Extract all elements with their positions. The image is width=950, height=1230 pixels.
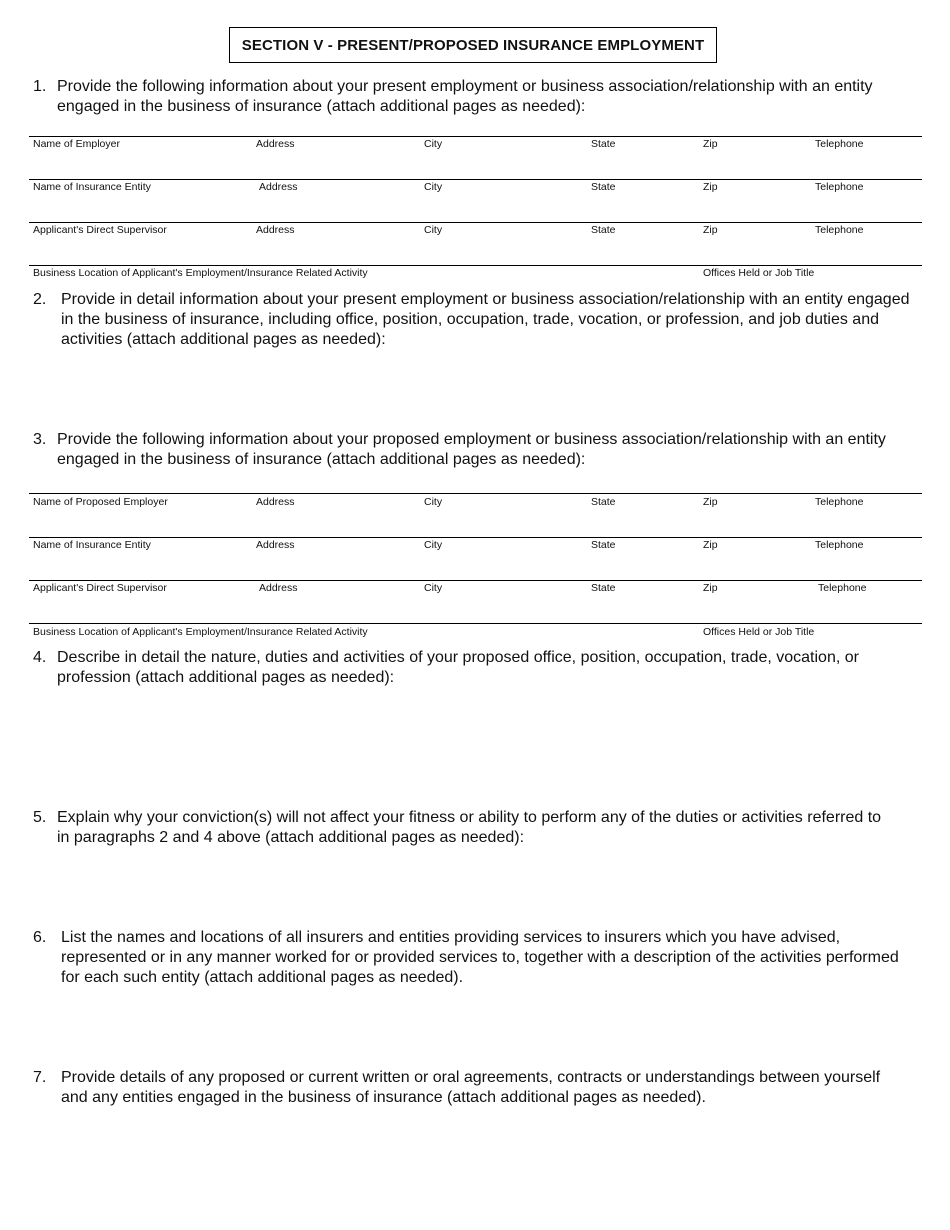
field-line-insurance-entity <box>29 179 922 180</box>
label-address: Address <box>259 582 298 594</box>
label-name-of-proposed-employer: Name of Proposed Employer <box>33 496 168 508</box>
label-state: State <box>591 224 616 236</box>
question-number: 7. <box>33 1069 47 1086</box>
field-line-business-location <box>29 623 922 624</box>
label-city: City <box>424 224 443 236</box>
label-zip: Zip <box>703 582 718 594</box>
label-telephone: Telephone <box>818 582 867 594</box>
label-zip: Zip <box>703 539 718 551</box>
label-zip: Zip <box>703 138 718 150</box>
question-text: Provide details of any proposed or current written or oral agreements, contracts or understandings between yourself and any entities engaged in the business of insurance (attach additional pages as needed). <box>61 1069 881 1106</box>
label-telephone: Telephone <box>815 181 864 193</box>
label-zip: Zip <box>703 181 718 193</box>
label-address: Address <box>256 224 295 236</box>
question-4 <box>33 648 918 688</box>
label-state: State <box>591 539 616 551</box>
field-line-employer <box>29 136 922 137</box>
label-city: City <box>424 496 443 508</box>
label-telephone: Telephone <box>815 496 864 508</box>
question-number: 3. <box>33 431 47 448</box>
label-state: State <box>591 138 616 150</box>
question-number: 1. <box>33 78 47 95</box>
question-text: Provide in detail information about your present employment or business association/relationship with an entity engaged in the business of insurance, including office, position, occupation, trade, vocation, or profession, and job duties and activities (attach additional pages as needed): <box>61 291 910 348</box>
question-6 <box>33 928 913 988</box>
label-offices-held: Offices Held or Job Title <box>703 626 815 638</box>
label-state: State <box>591 582 616 594</box>
label-state: State <box>591 496 616 508</box>
label-direct-supervisor: Applicant's Direct Supervisor <box>33 224 167 236</box>
label-zip: Zip <box>703 224 718 236</box>
section-title: SECTION V - PRESENT/PROPOSED INSURANCE EMPLOYMENT <box>229 27 717 63</box>
field-line-business-location <box>29 265 922 266</box>
label-business-location: Business Location of Applicant's Employment/Insurance Related Activity <box>33 626 368 638</box>
label-city: City <box>424 138 443 150</box>
field-line-insurance-entity <box>29 537 922 538</box>
question-7 <box>33 1068 903 1108</box>
label-address: Address <box>259 181 298 193</box>
label-city: City <box>424 582 443 594</box>
question-text: Describe in detail the nature, duties and activities of your proposed office, position, occupation, trade, vocation, or profession (attach additional pages as needed): <box>57 649 859 686</box>
label-business-location: Business Location of Applicant's Employment/Insurance Related Activity <box>33 267 368 279</box>
question-2 <box>33 290 918 350</box>
label-city: City <box>424 539 443 551</box>
label-state: State <box>591 181 616 193</box>
label-city: City <box>424 181 443 193</box>
label-telephone: Telephone <box>815 224 864 236</box>
label-telephone: Telephone <box>815 539 864 551</box>
label-zip: Zip <box>703 496 718 508</box>
question-number: 4. <box>33 649 47 666</box>
question-number: 6. <box>33 929 47 946</box>
label-name-of-employer: Name of Employer <box>33 138 120 150</box>
field-line-supervisor <box>29 580 922 581</box>
label-direct-supervisor: Applicant's Direct Supervisor <box>33 582 167 594</box>
label-address: Address <box>256 539 295 551</box>
label-telephone: Telephone <box>815 138 864 150</box>
field-line-supervisor <box>29 222 922 223</box>
field-line-proposed-employer <box>29 493 922 494</box>
question-1 <box>33 77 893 117</box>
label-address: Address <box>256 138 295 150</box>
label-name-of-insurance-entity: Name of Insurance Entity <box>33 181 151 193</box>
question-text: Explain why your conviction(s) will not affect your fitness or ability to perform any of the duties or activities referred to in paragraphs 2 and 4 above (attach additional pages as needed): <box>57 809 882 846</box>
label-offices-held: Offices Held or Job Title <box>703 267 815 279</box>
question-number: 2. <box>33 291 47 308</box>
label-address: Address <box>256 496 295 508</box>
question-5 <box>33 808 893 848</box>
question-text: List the names and locations of all insurers and entities providing services to insurers which you have advised, represented or in any manner worked for or provided services to, together with a description of the activities performed for each such entity (attach additional pages as needed). <box>61 929 899 986</box>
question-number: 5. <box>33 809 47 826</box>
question-3 <box>33 430 918 470</box>
question-text: Provide the following information about your proposed employment or business association/relationship with an entity engaged in the business of insurance (attach additional pages as needed): <box>57 431 886 468</box>
question-text: Provide the following information about your present employment or business association/relationship with an entity engaged in the business of insurance (attach additional pages as needed): <box>57 78 873 115</box>
label-name-of-insurance-entity: Name of Insurance Entity <box>33 539 151 551</box>
